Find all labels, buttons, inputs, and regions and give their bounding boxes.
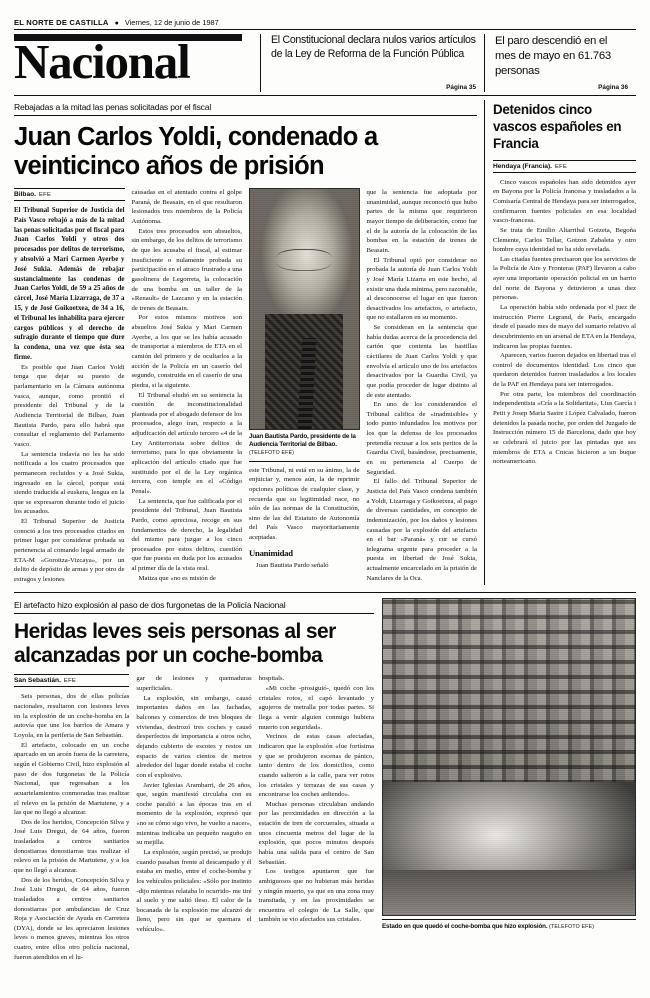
- lower-c1-p1: Seis personas, dos de ellas policías nacionales, resultaron con lesiones leves en la explosión de un coche-bomba en la autovía que une los barrios de Amara y Loyola, en la periferia de San Sebastián.: [14, 693, 130, 740]
- lower-c3-p1: hospitals.: [258, 675, 285, 683]
- lower-c2-p2: La explosión, sin embargo, causó importantes daños en las fachadas, balcones y comercios de tres bloques de viviendas, destrozó tres coches y causó desperfectos de importancia a otros ocho, dejando cubierto de escotes y restos un espacio de varios cientos de metros alrededor del lugar donde estaba el coche con el explosivo.: [136, 694, 252, 779]
- sidebar-dateline-place: Hendaya (Francia).: [493, 162, 552, 170]
- lead-p3: La sentencia todavía no les ha sido notificada a los cuatro procesados que permanecen recluidos y a José Sukia, ingresado en la cárcel, porque está siendo traducida al euskera, lengua en la que se expresaron durante todo el juicio los acusados.: [14, 450, 125, 516]
- section-title: Nacional: [14, 34, 190, 89]
- lead-c2-p1: causadas en el atentado contra el golpe Paraná, de Beasain, en el que resultaron lesionados tres miembros de la Policía Autónoma.: [131, 189, 242, 226]
- lead-dateline: [14, 188, 125, 201]
- main-content: [14, 100, 636, 585]
- publication-date: Viernes, 12 de junio de 1987: [124, 18, 219, 27]
- lead-subhead: Unanimidad: [249, 547, 293, 558]
- carbomb-caption-credit: (TELEFOTO EFE): [549, 923, 595, 930]
- lower-photo-zone: [382, 598, 636, 963]
- street-pavement: [383, 870, 635, 914]
- portrait-caption-credit: (TELEFOTO EFE): [249, 450, 295, 457]
- lower-dateline-place: San Sebastián.: [14, 677, 61, 685]
- lead-col-4: [367, 188, 478, 584]
- teaser-paro-text: El paro descendió en el mes de mayo en 61.763 personas: [495, 35, 611, 77]
- lead-c2-p3: Por estos mismos motivos son absueltos José Sukia y Mari Carmen Ayerbe, a los que se les había acusado de transportar a miembros de ETA en el camión del primero y de ocultarlos a la acción de la Policía en un caserío del segundo, construida en el caserío de una piedra, si la siguiente.: [131, 314, 242, 389]
- glasses-icon: [276, 249, 332, 271]
- teaser-constitucional-page: Página 35: [446, 84, 476, 91]
- lead-c2-p2: Estos tres procesados son absueltos, sin embargo, de los delitos de terrorismo de que les acusaba el fiscal, al estimar insuficiente o nulamente probada su participación en el atraco frustrado a una gasolinera de Legorreta, la colocación de una bomba en un taller de la «Renault» de Lazcano y en la estación de trenes de Beasain.: [131, 227, 242, 312]
- sidebar-dateline: [493, 160, 636, 173]
- lower-dateline: [14, 674, 129, 687]
- lower-c2-p4: La explosión, según precisó, se produjo cuando pasaban frente al descampado y él estaba en medio, entre el coche-bomba y los vehículos policiales: «Sólo por instinto -dijo mientras relataba lo ocurrido- me tiré al suelo y me salió ileso. El calor de la bocanada de la explosión me alcanzó de lleno, pero sin que se quemara el vehículo».: [136, 848, 252, 934]
- lead-c3-sub: Juan Bautista Pardo señaló: [256, 561, 329, 569]
- lead-c2-p4: El Tribunal eludió en su sentencia la cuestión de inconstitucionalidad planteada por el abogado defensor de los procesados, alego íran, respecto a la adjudicación del artículo tercero «4 de la Ley Antiterrorista sobre delitos de terrorismo, para lo que obviamente la aplicación del artículo citado que fue sustituido por el de la Ley orgánica tercera, con temple en el «Código Penal».: [131, 391, 242, 495]
- folio-line: [14, 18, 636, 29]
- lead-c4-p2: El Tribunal optó por considerar no probada la autoría de Juan Carlos Yoldi y José María Lizarra en este hecho, al existir una duda mínima, pero razonable, al desconocerse el lugar en que fueron desactivados los artefactos, o artefacto, que no estallaron en su momento.: [366, 256, 477, 322]
- sidebar-headline[interactable]: Detenidos cinco vascos españoles en Francia: [493, 102, 622, 151]
- lead-c4-p4: En uno de los considerandos el Tribunal califica de «inadmisible» y todo punto infundados los motivos por los que la defensa de los procesados pretendía recusar a los seis peritos de la Guardia Civil, basándose, precisamente, en su pertenencia al Cuerpo de Seguridad.: [366, 401, 477, 476]
- lead-dateline-place: Bilbao.: [14, 191, 36, 199]
- lead-article: [14, 100, 484, 585]
- lower-dateline-agency: EFE: [63, 678, 77, 685]
- lead-kicker: Rebajadas a la mitad las penas solicitadas por el fiscal: [14, 100, 477, 116]
- lower-c3-p3: Vecinos de estas casas afectadas, indicaron que la explosión «fue fortísima y que se produjeron escenas de pánico, tanto dentro de los domicilios, como cuando salieron a la calle, para ver rotos los cristales y terrazas de sus casas y encontrarse los coches ardiendo».: [258, 733, 374, 799]
- lower-c1-p4: Dos de los heridos, Concepción Silva y José Luis Dregui, de 64 años, fueron trasladados a centros sanitarios donostiarras por ambulancias de Cruz Roja y Asociación de Ayuda en Carretera (DYA), donde se les apreciaron lesiones leves o menos graves, mientras los otros cuatro, entre ellos otro policía nacional, fueron atendidos en el lu-: [14, 876, 130, 961]
- masthead: [14, 34, 636, 92]
- lead-c4-p1: que la sentencia fue adoptada por unanimidad, aunque reconoció que hubo partes de la misma que requirieron mayor tiempo de deliberación, como fue el de la autoría de la colocación de las bombas en la estación de trenes de Beasain.: [366, 189, 477, 254]
- lead-c4-p5: El fallo del Tribunal Superior de Justicia del País Vasco condena también a Yoldi, Lizarraga y Goikoetxea, al pago de diversas cantidades, en concepto de indemnización, por los daños y lesiones causadas por la explosión del artefacto en el bar «Paraná» y cur se cursó telegrama urgente para proceder a la puesta en libertad de José Sukia, actualmente encarcelado en la prisión de Nanclares de la Oca.: [366, 478, 477, 582]
- lower-kicker: El artefacto hizo explosión al paso de dos furgonetas de la Policía Nacional: [14, 598, 374, 614]
- sidebar-p1: Cinco vascos españoles han sido detenidos ayer en Bayona por la Policía francesa y trasladados a la Comisaría Central de Hendaya para ser interrogados, confirmaron fuentes policiales en esa localidad vasco-francesa.: [493, 178, 637, 225]
- lower-col-1: [14, 674, 129, 962]
- sidebar-p3: Las citadas fuentes precisaron que los servicios de la Policía de Aire y Fronteras (PAF) llevaron a cabo ayer una importante operación policial en un barrio del norte de Bayona y detuvieron a unas diez personas.: [493, 255, 636, 302]
- lead-c3-tail: este Tribunal, ni está en su ánimo, la de enjuiciar y, menos aún, la de reprimir opciones políticas de cualquier clase, y recuerda que su legitimidad nace, no sólo de las normas de la Constitución, sino de las del Estatuto de Autonomía del País Vasco mayoritariamente aceptadas.: [249, 466, 360, 542]
- sidebar-p6: Por otra parte, los miembros del coordinación independentista «Cría a la Solidaritat», Lius García i Petit y Josep Maria Sastre i López Calvalado, fueron detenidos la pasada noche, por orden del Juzgado de Instrucción número 15 de Barcelona, dado que hoy se celebrará el juicio por las pintadas que ses miembros de ETA a Cnicas hicieron a un buque norteamericano.: [493, 390, 636, 466]
- lead-c2-p5: La sentencia, que fue calificada por el presidente del Tribunal, Juan Bautista Pardo, como apreciosa, recoge en sus fundamentos de derecho, la legalidad del mismo para juzgar a los cinco procesados por estos delitos, cuestión que fue puesta en duda por los acusados al primer día de la vista oral.: [131, 497, 242, 573]
- lower-col-3: [259, 674, 374, 962]
- teaser-paro-page: Página 36: [598, 84, 628, 91]
- lower-article: [14, 598, 636, 963]
- lead-p2: Es posible que Juan Carlos Yoldi tenga que dejar su puesto de parlamentario en la Cámara autónoma vasca, aunque, como prontió el presidente del Tribunal y de la Audiencia Territorial de Bilbao, Juan Bautista Pardo, para ello habrá que consultar el reglamento del Parlamento vasco.: [14, 363, 125, 448]
- lower-c1-p3: Dos de los heridos, Concepción Silva y José Luis Dregui, de 64 años, fueron trasladados a centros sanitarios donostiarras donostiarras tras realizar el relevo en la prisión de Martutene, y a los que no llegó a alcanzar.: [14, 818, 130, 874]
- lower-text-zone: [14, 598, 382, 963]
- lead-col-3: [249, 188, 360, 584]
- lead-paragraph: El Tribunal Superior de Justicia del País Vasco rebajó a más de la mitad las penas solicitadas por el fiscal para Juan Carlos Yoldi y otros dos procesados por delitos de terrorismo, y absolvió a Mari Carmen Ayerbe y José Sukia. Además de rebajar sustancialmente las condenas de Juan Carlos Yoldi, de 59 a 25 años de cárcel, José María Lizarraga, de 37 a 15, y de José Goikoetxea, de 34 a 16, el Tribunal les inhabilita para ejercer cargos públicos y el derecho de sufragio durante el tiempo que dure la condena, una vez que ésta sea firme.: [14, 207, 125, 362]
- masthead-rule: [14, 95, 636, 96]
- carbomb-photo: [382, 598, 636, 916]
- portrait-photo: [249, 188, 360, 430]
- paper-name: EL NORTE DE CASTILLA: [14, 18, 109, 27]
- bullet-icon: ●: [114, 20, 119, 27]
- lower-col-2: [136, 674, 251, 962]
- lower-c1-p2: El artefacto, colocado en un coche aparcado en un arcén fuera de la carretera, según el Gobierno Civil, hizo explosión al paso de dos furgonetas de la Policía Nacional, que regresaban a los acuartelamientos conmoradas tras realizar el relevo en la prisión de Martutene, y a las que no llegó a alcanzar.: [14, 741, 130, 817]
- sidebar-p2: Se trata de Emilio Altarribal Goizeta, Begoña Clemente, Carlos Tellar, Gotzon Zabaleta y otro hombre cuya identidad no ha sido revelada.: [493, 226, 636, 254]
- lead-c2-p6: Matiza que «no es misión de: [138, 574, 216, 582]
- sidebar-p5: Aparecen, varios fueron dejados en libertad tras el control de documentos identidad. Los cinco que quedaron detenidos fueron trasladados a los locales de la PAF en Hendaya para ser interrogados.: [493, 352, 636, 389]
- lead-c4-p3: Se consideran en la sentencia que había dudas acerca de la procedencia del cartón que contenta las bastillas cáctilares de Juan Carlos Yoldi y que envolvía el artículo uno de los artefactos desactivados por la Guardia Civil, ya que podía proceder de lugar distinto al de este atentado.: [366, 324, 477, 399]
- portrait-caption: [249, 433, 360, 462]
- lower-c3-p5: Los testigos apuntaron que fue ambiguosos que no hubieran más heridas y ningún muerto, ya que en una zona muy transitada, y en las proximidades se encuentra el colegio de La Salle, que también se vio afectados sus cristales.: [258, 868, 374, 924]
- lead-p4: El Tribunal Superior de Justicia conoció a los tres procesados citados en primer lugar por considerar probada su pertenencia al comando legal armado de ETA-M «Goroitza-Vizcaya», por un delito de depósito de armas y por otro de estragos y lesiones: [14, 518, 125, 583]
- carbomb-caption-text: Estado en que quedó el coche-bomba que hizo explosión.: [382, 922, 548, 930]
- teaser-constitucional[interactable]: [260, 34, 484, 92]
- lower-section-divider: [14, 592, 636, 593]
- lower-headline[interactable]: Heridas leves seis personas al ser alcanzadas por un coche-bomba: [14, 619, 336, 667]
- lead-col-2: [132, 188, 243, 584]
- portrait-caption-text: Juan Bautista Pardo, presidente de la Audiencia Territorial de Bilbao.: [249, 433, 356, 449]
- lower-columns: [14, 674, 374, 962]
- sidebar-dateline-agency: EFE: [555, 163, 568, 170]
- lower-c3-p2: «Mi coche -prosiguió-, quedó con los cristales rotos, el capó levantado y agujeros de metralla por todas partes. Si llega a venir alguien conmigo hubiera muerto con seguridad».: [258, 685, 374, 731]
- lower-c3-p4: Muchas personas circulaban andando por las proximidades en dirección a la estación de tren de corcuerales, situada a unos cincuenta metros del lugar de la explosión, que pocos minutos después había una salida para el centro de San Sebastián.: [258, 800, 374, 866]
- lower-c2-p3: Javier Iglesias Arambarri, de 26 años, que, según manifestó circulaba con su coche paralió a las épocas tras en el momento de la explosión, expresó que «no se cómo sigo vivo, he vuelto a nacer», mientras indicaba un pequeño rasguño en su mejilla.: [136, 781, 252, 847]
- section-masthead: [14, 34, 260, 92]
- lower-c2-p1: gar de lesiones y quemaduras superficiales.: [136, 675, 252, 693]
- lead-columns: [14, 188, 477, 584]
- teaser-constitucional-text: El Constitucional declara nulos varios artículos de la Ley de Reforma de la Función Pública: [271, 34, 476, 60]
- folio-rule: [14, 29, 636, 30]
- carbomb-caption: [382, 919, 636, 934]
- lead-dateline-agency: EFE: [38, 192, 52, 199]
- sidebar-article: [484, 100, 636, 585]
- sidebar-p4: La operación había sido ordenada por el juez de instrucción Pierre Legrand, de París, encargado desde el pasado mes de mayo del sumario relativo al descubrimiento en un arsenal de ETA en la Hendaya, indicaron las propias fuentes.: [493, 304, 636, 350]
- teaser-paro[interactable]: [484, 34, 636, 92]
- lead-col-1: [14, 188, 125, 584]
- lead-headline[interactable]: Juan Carlos Yoldi, condenado a veinticinco años de prisión: [14, 123, 378, 180]
